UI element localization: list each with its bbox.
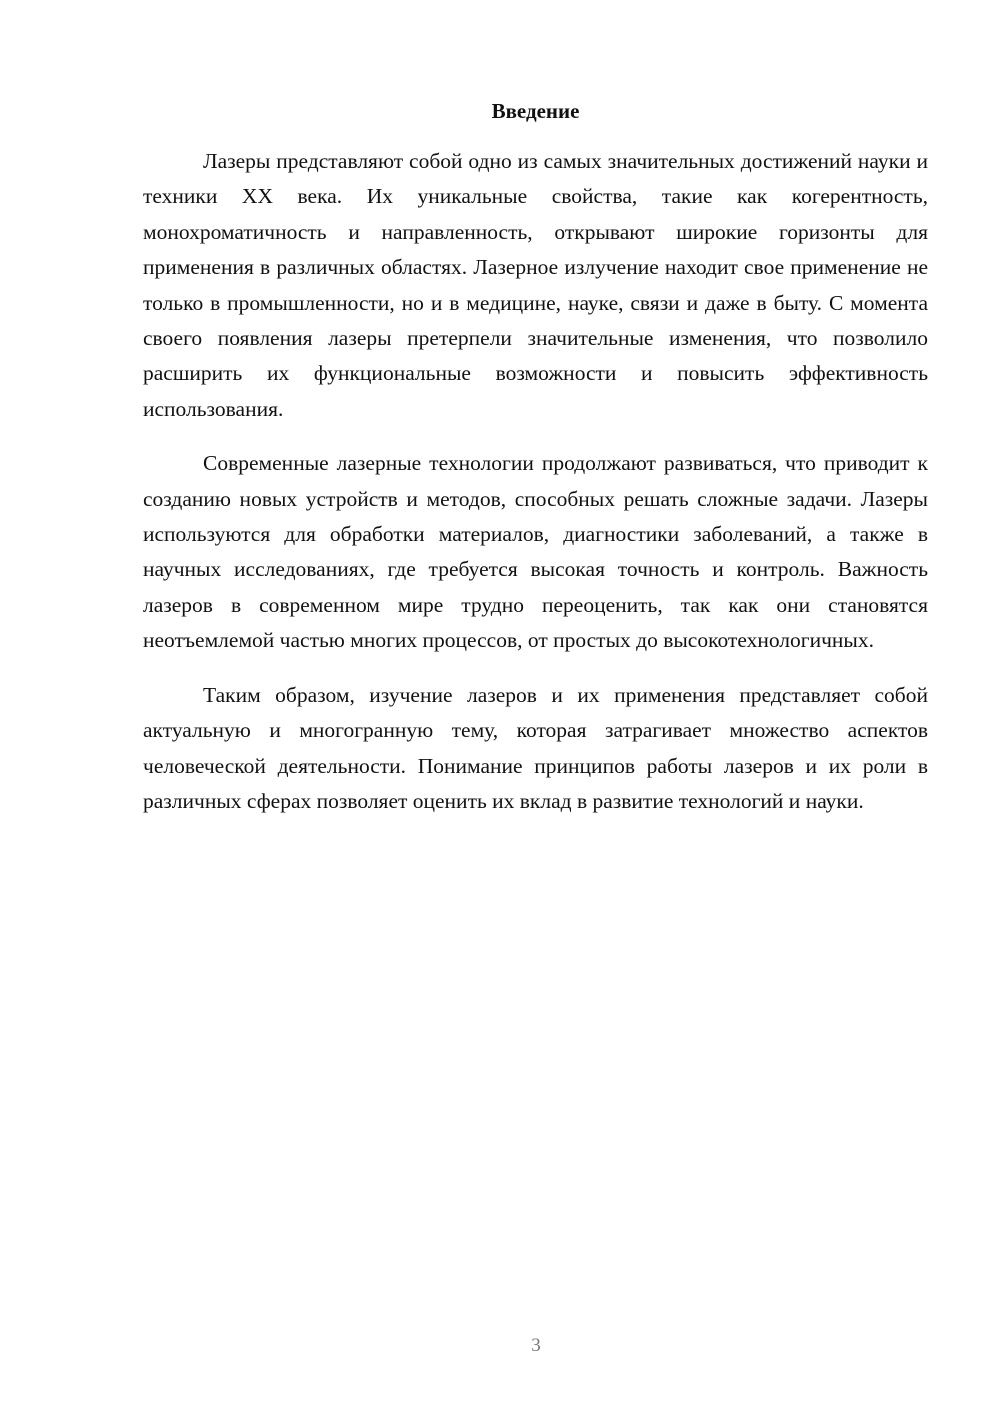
section-title: Введение <box>491 99 580 123</box>
paragraph-2: Современные лазерные технологии продолжают развиваться, что приводит к созданию новых устройств и методов, способных решать сложные задачи. Лазеры используются для обработки материалов, диагностики заболеваний, а также в научных исследованиях, где требуется высокая точность и контроль. Важность лазеров в современном мире трудно переоценить, так как они становятся неотъемлемой частью многих процессов, от простых до высокотехнологичных. <box>143 451 928 653</box>
page-content <box>143 96 928 819</box>
page-number: 3 <box>531 1335 541 1356</box>
paragraph-1: Лазеры представляют собой одно из самых значительных достижений науки и техники XX века. Их уникальные свойства, такие как когерентность, монохроматичность и направленность, открывают широкие горизонты для применения в различных областях. Лазерное излучение находит свое применение не только в промышленности, но и в медицине, науке, связи и даже в быту. С момента своего появления лазеры претерпели значительные изменения, что позволило расширить их функциональные возможности и повысить эффективность использования. <box>143 149 928 421</box>
paragraph-3: Таким образом, изучение лазеров и их применения представляет собой актуальную и многогранную тему, которая затрагивает множество аспектов человеческой деятельности. Понимание принципов работы лазеров и их роли в различных сферах позволяет оценить их вклад в развитие технологий и науки. <box>143 682 928 813</box>
